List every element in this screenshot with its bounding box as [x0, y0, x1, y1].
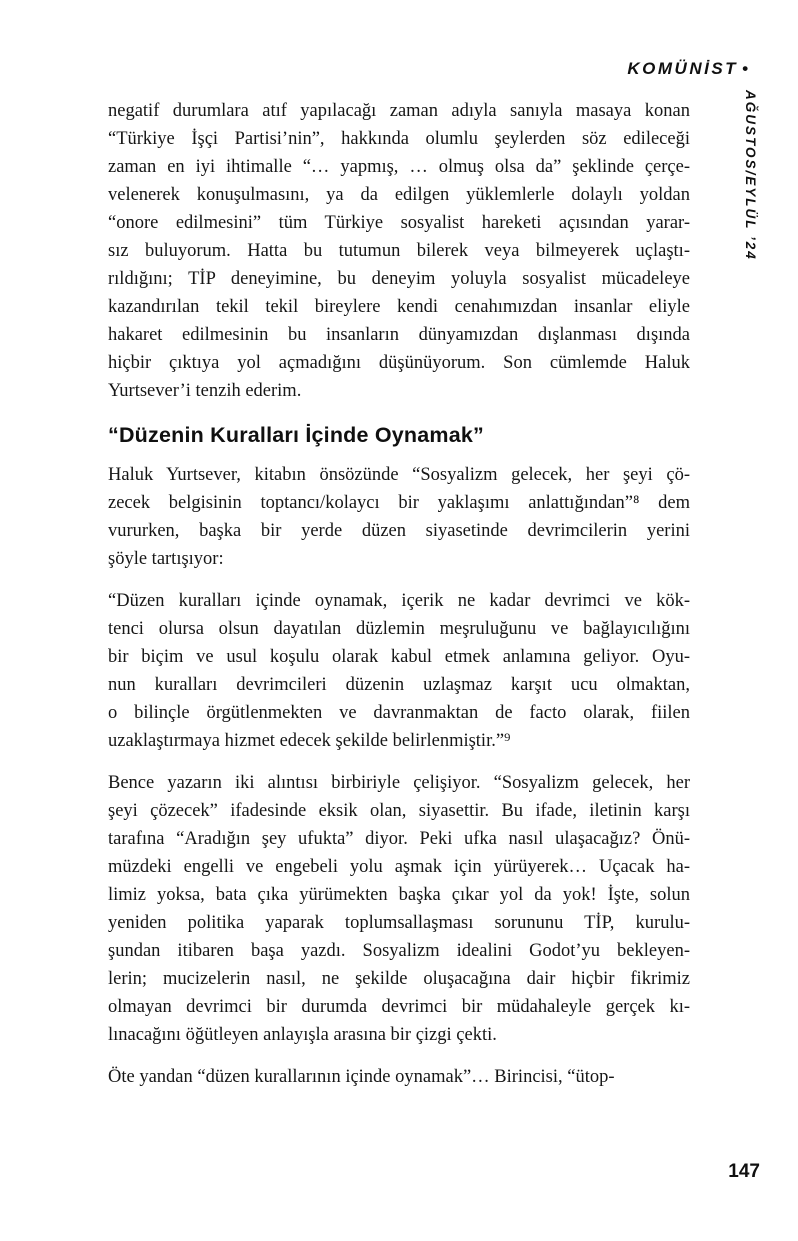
text-line: sız buluyorum. Hatta bu tutumun bilerek veya bilmeyerek uçlaştı- — [108, 241, 690, 261]
paragraph-1 — [108, 97, 690, 405]
text-line: müzdeki engelli ve engebeli yolu aşmak için yürüyerek… Uçacak ha- — [108, 857, 690, 877]
text-line: hiçbir çıktıya yol açmadığını düşünüyorum. Son cümlemde Haluk — [108, 353, 690, 373]
text-line: yeniden politika yaparak toplumsallaşması sorununu TİP, kurulu- — [108, 913, 690, 933]
text-line: “onore edilmesini” tüm Türkiye sosyalist hareketi açısından yarar- — [108, 213, 690, 233]
text-line: zecek belgisinin toptancı/kolaycı bir yaklaşımı anlattığından”⁸ dem — [108, 493, 690, 513]
text-line: Öte yandan “düzen kurallarının içinde oynamak”… Birincisi, “ütop- — [108, 1067, 615, 1087]
page-number: 147 — [728, 1161, 760, 1182]
text-line: tenci olursa olsun dayatılan düzlemin meşruluğunu ve bağlayıcılığını — [108, 619, 690, 639]
page-content — [108, 97, 690, 1105]
text-line: lınacağını öğütleyen anlayışla arasına bir çizgi çekti. — [108, 1025, 497, 1045]
text-line: Yurtsever’i tenzih ederim. — [108, 381, 302, 401]
text-line: lerin; mucizelerin nasıl, ne şekilde oluşacağına dair hiçbir fikrimiz — [108, 969, 690, 989]
text-line: vururken, başka bir yerde düzen siyasetinde devrimcilerin yerini — [108, 521, 690, 541]
text-line: negatif durumlara atıf yapılacağı zaman adıyla sanıyla masaya konan — [108, 101, 690, 121]
magazine-header — [627, 59, 748, 79]
paragraph-4 — [108, 769, 690, 1049]
text-line: şundan itibaren başa yazdı. Sosyalizm idealini Godot’yu bekleyen- — [108, 941, 690, 961]
text-line: şeyi çözecek” ifadesinde eksik olan, siyasettir. Bu ifade, iletinin karşı — [108, 801, 690, 821]
paragraph-2 — [108, 461, 690, 573]
paragraph-5 — [108, 1063, 690, 1091]
text-line: hakaret edilmesinin bu insanların dünyamızdan dışlanması dışında — [108, 325, 690, 345]
text-line: “Düzen kuralları içinde oynamak, içerik ne kadar devrimci ve kök- — [108, 591, 690, 611]
header-bullet: • — [742, 59, 748, 78]
text-line: o bilinçle örgütlenmekten ve davranmaktan de facto olarak, fiilen — [108, 703, 690, 723]
text-line: Haluk Yurtsever, kitabın önsözünde “Sosyalizm gelecek, her şeyi çö- — [108, 465, 690, 485]
text-line: Bence yazarın iki alıntısı birbiriyle çelişiyor. “Sosyalizm gelecek, her — [108, 773, 690, 793]
text-line: “Türkiye İşçi Partisi’nin”, hakkında olumlu şeylerden söz edileceği — [108, 129, 690, 149]
text-line: nun kuralları devrimcileri düzenin uzlaşmaz karşıt ucu olmaktan, — [108, 675, 690, 695]
text-line: uzaklaştırmaya hizmet edecek şekilde belirlenmiştir.”⁹ — [108, 731, 511, 751]
issue-date-vertical: AĞUSTOS/EYLÜL ’24 — [743, 90, 758, 261]
text-line: velenerek konuşulmasını, ya da edilgen yüklemlerle dolaylı yoldan — [108, 185, 690, 205]
text-line: tarafına “Aradığın şey ufukta” diyor. Peki ufka nasıl ulaşacağız? Önü- — [108, 829, 690, 849]
block-quote — [108, 587, 690, 755]
text-line: kazandırılan tekil tekil bireylere kendi cenahımızdan insanlar eliyle — [108, 297, 690, 317]
text-line: olmayan devrimci bir durumda devrimci bir müdahaleyle gerçek kı- — [108, 997, 690, 1017]
text-line: zaman en iyi ihtimalle “… yapmış, … olmuş olsa da” şeklinde çerçe- — [108, 157, 690, 177]
text-line: limiz yoksa, bata çıka yürümekten başka çıkar yol da yok! İşte, solun — [108, 885, 690, 905]
text-line: bir biçim ve usul koşulu olarak kabul etmek anlamına geliyor. Oyu- — [108, 647, 690, 667]
text-line: şöyle tartışıyor: — [108, 549, 224, 569]
magazine-title: KOMÜNİST — [627, 59, 739, 78]
section-heading: “Düzenin Kuralları İçinde Oynamak” — [108, 423, 484, 447]
text-line: rıldığını; TİP deneyimine, bu deneyim yoluyla sosyalist mücadeleye — [108, 269, 690, 289]
